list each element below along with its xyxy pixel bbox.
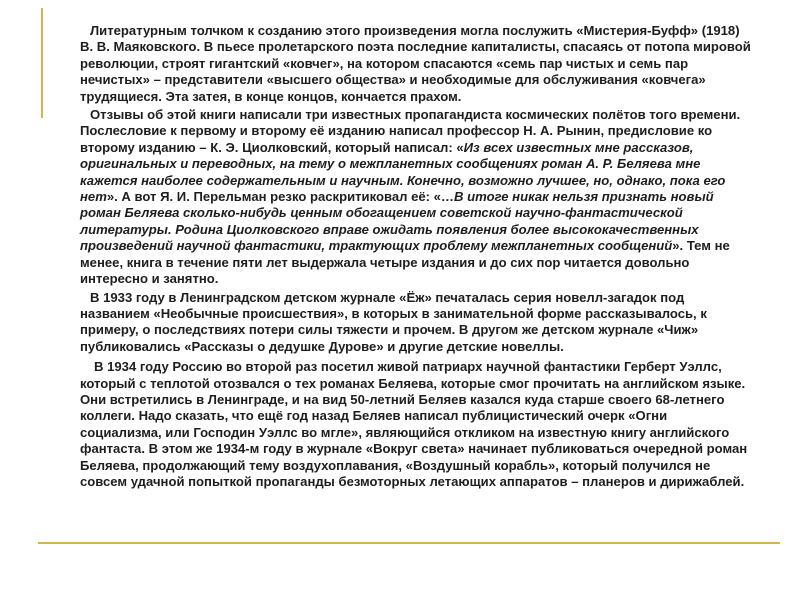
paragraph-3-text: В 1933 году в Ленинградском детском журнале «Ёж» печаталась серия новелл-загадок под названием «Необычные происшествия», в которых в занимательной форме рассказывалось, к примеру, о последствиях потери силы тяжести и прочем. В другом же детском журнале «Чиж» публиковались «Рассказы о дедушке Дурове» и другие детские новеллы. xyxy=(80,289,707,354)
paragraph-1-text: Литературным толчком к созданию этого произведения могла послужить «Мистерия-Буфф» (1918) В. В. Маяковского. В пьесе пролетарского поэта последние капиталисты, спасаясь от потопа мировой революции, строят гигантский «ковчег», на котором спасаются «семь пар чистых и семь пар нечистых» – представители «высшего общества» и необходимые для обслуживания «ковчега» трудящиеся. Эта затея, в конце концов, кончается прахом. xyxy=(80,23,751,104)
paragraph-2-text-a: Отзывы об этой книги написали три известных пропагандиста космических полётов того времени. Послесловие к первому и второму её изданию написал профессор Н. А. Рынин, предисловие ко второму изданию – К. Э. Циолковский, который написал: « xyxy=(80,107,741,155)
paragraph-2 xyxy=(80,107,752,287)
paragraph-4-text: В 1934 году Россию во второй раз посетил живой патриарх научной фантастики Герберт Уэллс, который с теплотой отозвался о тех романах Беляева, которые смог прочитать на английском языке. Они встретились в Ленинграде, и на вид 50-летний Беляев казался куда старше своего 68-летнего коллеги. Надо сказать, что ещё год назад Беляев написал публицистический очерк «Огни социализма, или Господин Уэллс во мгле», являющийся откликом на известную книгу английского фантаста. В этом же 1934-м году в журнале «Вокруг света» начинает публиковаться очередной роман Беляева, продолжающий тему воздухоплавания, «Воздушный корабль», который получился не совсем удачной попыткой пропаганды безмоторных летающих аппаратов – планеров и дирижаблей. xyxy=(80,359,748,489)
perelman-quote: В итоге никак нельзя признать новый роман Беляева сколько-нибудь ценным обогащением советской научно-фантастической литературы. Родина Циолковского вправе ожидать появления более высококачественных произведений научной фантастики, трактующих проблему межпланетных сообщений xyxy=(80,189,714,254)
paragraph-1 xyxy=(80,23,752,105)
paragraph-2-text-c: ». Тем не менее, книга в течение пяти лет выдержала четыре издания и до сих пор читается довольно интересно и занятно. xyxy=(80,238,730,287)
paragraph-2-text-b: ». А вот Я. И. Перельман резко раскритиковал её: «… xyxy=(106,189,455,205)
tsiolkovsky-quote: Из всех известных мне рассказов, оригинальных и переводных, на тему о межпланетных сообщениях роман А. Р. Беляева мне кажется наиболее содержательным и научным. Конечно, возможно лучшее, но, однако, пока его нет xyxy=(80,139,726,205)
paragraph-3 xyxy=(80,290,752,356)
decorative-horizontal-rule xyxy=(38,542,780,544)
slide-text-body xyxy=(80,23,752,492)
paragraph-4 xyxy=(80,359,752,490)
decorative-vertical-rule xyxy=(41,8,43,118)
